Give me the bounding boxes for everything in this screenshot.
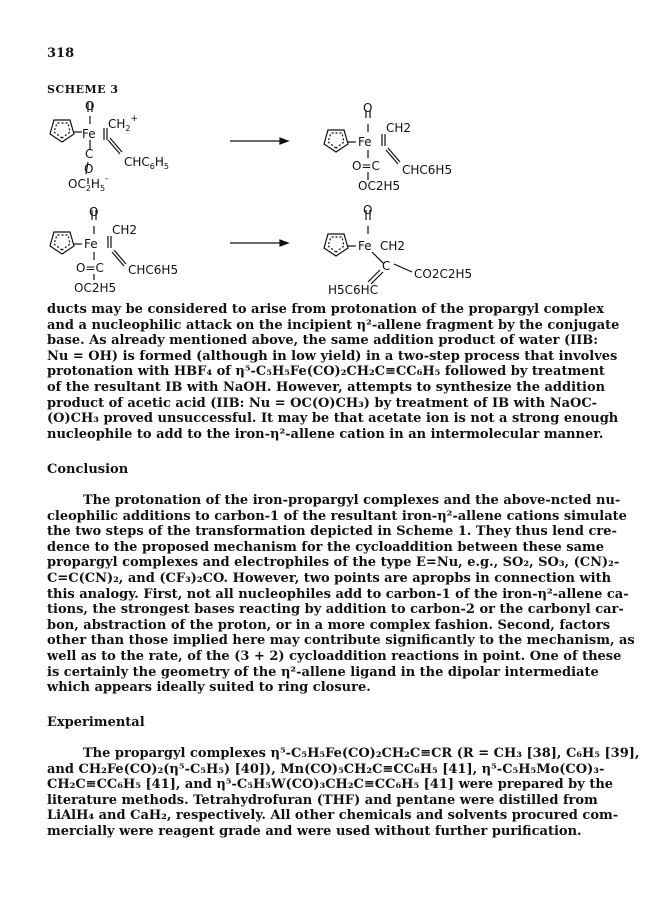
heading-experimental: Experimental	[47, 715, 145, 730]
para1-line: Nu = OH) is formed (although in low yield) in a two-step process that involves	[47, 348, 618, 364]
para2-line: which appears ideally suited to ring closure.	[47, 680, 371, 696]
s4-ester: CO2C2H5	[414, 267, 473, 281]
reaction-arrow-1	[230, 138, 288, 144]
s2-chr: CHC6H5	[402, 163, 453, 177]
s4-ph: H5C6HC	[328, 283, 379, 297]
para2-line: this analogy. First, not all nucleophiles add to carbon-1 of the iron-η²-allene ca-	[47, 586, 629, 602]
s2-carbonyl-o: O	[363, 101, 373, 115]
para3-line: and CH₂Fe(CO)₂(η⁵-C₅H₅) [40]), Mn(CO)₅CH₂C≡CC₆H₅ [41], η⁵-C₅H₅Mo(CO)₃-	[47, 761, 605, 777]
s3-oet: OC2H5	[74, 281, 117, 295]
s4-c: C	[382, 259, 391, 273]
s2-fe: Fe	[358, 135, 372, 149]
s1-o-label: O	[84, 162, 94, 176]
para2-line: The protonation of the iron-propargyl complexes and the above-ncted nu-	[83, 493, 621, 508]
para1-line: base. As already mentioned above, the same addition product of water (IIB:	[47, 333, 599, 349]
s3-carbonyl-o: O	[89, 205, 99, 219]
para2-line: bon, abstraction of the proton, or in a more complex fashion. Second, factors	[47, 617, 611, 633]
s2-oet: OC2H5	[358, 179, 401, 193]
reaction-arrow-2	[230, 240, 288, 246]
paragraph-experimental	[47, 746, 640, 840]
para2-line: tions, the strongest bases reacting by addition to carbon-2 or the carbonyl car-	[47, 602, 624, 618]
s1-oet: $OC_2H_5^-$	[68, 174, 109, 193]
para1-line: and a nucleophilic attack on the incipient η²-allene fragment by the conjugate	[47, 317, 620, 333]
s4-fe: Fe	[358, 239, 372, 253]
para1-line: protonation with HBF₄ of η⁵-C₅H₅Fe(CO)₂CH₂C≡CC₆H₅ followed by treatment	[47, 364, 605, 380]
para1-line: ducts may be considered to arise from protonation of the propargyl complex	[47, 302, 605, 317]
para3-line: literature methods. Tetrahydrofuran (THF) and pentane were distilled from	[47, 792, 598, 808]
para1-line: (O)CH₃ proved unsuccessful. It may be that acetate ion is not a strong enough	[47, 411, 619, 427]
s3-ch2: CH2	[112, 223, 138, 237]
s4-carbonyl-o: O	[363, 203, 373, 217]
para3-line: mercially were reagent grade and were used without further purification.	[47, 823, 582, 839]
s1-fe: Fe	[82, 127, 96, 141]
s1-ch2: $CH_2^+$	[108, 114, 139, 133]
para1-line: nucleophile to add to the iron-η²-allene cation in an intermolecular manner.	[47, 426, 604, 442]
s3-ce: O=C	[76, 261, 104, 275]
para1-line: product of acetic acid (IIB: Nu = OC(O)CH₃) by treatment of IB with NaOC-	[47, 395, 598, 411]
s2-ch2: CH2	[386, 121, 412, 135]
s3-chr: CHC6H5	[128, 263, 179, 277]
scheme-diagram	[40, 98, 560, 303]
para2-line: well as to the rate, of the (3 + 2) cycloaddition reactions in point. One of these	[47, 648, 622, 664]
para2-line: the two steps of the transformation depicted in Scheme 1. They thus lend cre-	[47, 524, 617, 540]
para2-line: cleophilic additions to carbon-1 of the resultant iron-η²-allene cations simulate	[47, 508, 627, 524]
para1-line: of the resultant IB with NaOH. However, attempts to synthesize the addition	[47, 379, 606, 395]
para2-line: is certainly the geometry of the η²-allene ligand in the dipolar intermediate	[47, 664, 599, 680]
s2-ce: O=C	[352, 159, 380, 173]
heading-conclusion: Conclusion	[47, 462, 129, 477]
paragraph-conclusion	[47, 493, 635, 696]
s1-carbonyl-o: O	[85, 99, 95, 113]
page-number: 318	[47, 46, 75, 61]
paragraph-intro	[47, 302, 625, 442]
s4-ch2: CH2	[380, 239, 406, 253]
scheme-label: SCHEME 3	[47, 83, 119, 96]
s1-c-label: C	[85, 147, 94, 161]
s3-fe: Fe	[84, 237, 98, 251]
para2-line: propargyl complexes and electrophiles of the type E=Nu, e.g., SO₂, SO₃, (CN)₂-	[47, 555, 620, 571]
para2-line: dence to the proposed mechanism for the cycloaddition between these same	[47, 539, 605, 555]
s1-chr: $CHC_6H_5$	[124, 155, 169, 171]
para3-line: LiAlH₄ and CaH₂, respectively. All other chemicals and solvents procured com-	[47, 808, 619, 824]
para3-line: The propargyl complexes η⁵-C₅H₅Fe(CO)₂CH₂C≡CR (R = CH₃ [38], C₆H₅ [39],	[83, 746, 640, 761]
para2-line: other than those implied here may contribute significantly to the mechanism, as	[47, 633, 635, 649]
para3-line: CH₂C≡CC₆H₅ [41], and η⁵-C₅H₅W(CO)₃CH₂C≡CC₆H₅ [41] were prepared by the	[47, 777, 614, 793]
para2-line: C=C(CN)₂, and (CF₃)₂CO. However, two points are apropbs in connection with	[47, 570, 612, 586]
